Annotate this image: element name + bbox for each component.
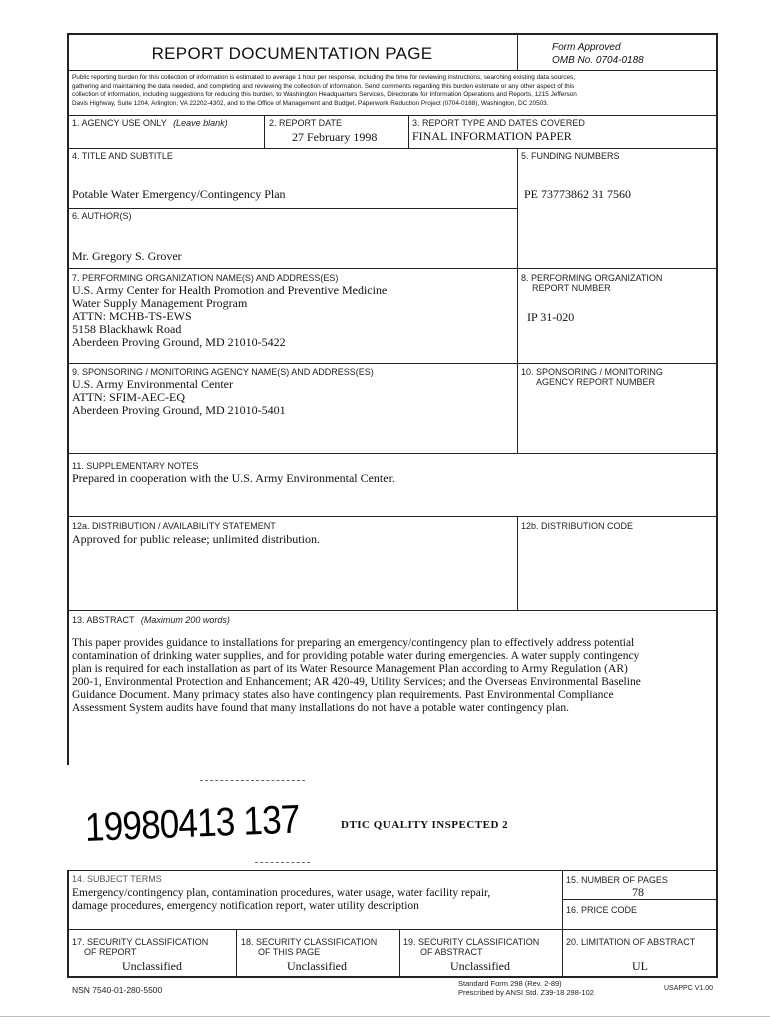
limitation-of-abstract-value: UL <box>632 959 648 973</box>
performing-org-label: 7. PERFORMING ORGANIZATION NAME(S) AND ADDRESS(ES) <box>72 273 339 283</box>
report-classification-label-2: OF REPORT <box>84 947 137 957</box>
performing-report-value: IP 31-020 <box>527 310 575 324</box>
authors-value: Mr. Gregory S. Grover <box>72 249 182 263</box>
performing-report-label-2: REPORT NUMBER <box>532 283 611 293</box>
address-line: Aberdeen Proving Ground, MD 21010-5401 <box>72 403 286 417</box>
funding-numbers-value: PE 73773862 31 7560 <box>524 187 632 201</box>
address-line: 5158 Blackhawk Road <box>72 322 182 336</box>
page-classification-label-1: 18. SECURITY CLASSIFICATION <box>241 937 378 947</box>
title-subtitle-label: 4. TITLE AND SUBTITLE <box>72 151 173 161</box>
number-of-pages-value: 78 <box>632 885 644 899</box>
report-classification-value: Unclassified <box>122 959 182 973</box>
price-code-label: 16. PRICE CODE <box>566 905 638 915</box>
title-subtitle-value: Potable Water Emergency/Contingency Plan <box>72 187 286 201</box>
abstract-classification-label <box>403 937 539 957</box>
page-classification-value: Unclassified <box>287 959 347 973</box>
abstract-classification-label-2: OF ABSTRACT <box>420 947 483 957</box>
notice-line: Davis Highway, Suite 1204, Arlington, VA 22202-4302, and to the Office of Management and Budget, Paperwork Reduction Project (0704-0188), Washington, DC 20503. <box>72 99 549 107</box>
agency-use-label-text: 1. AGENCY USE ONLY <box>72 118 167 128</box>
abstract-line: This paper provides guidance to installations for preparing an emergency/contingency plan to effectively address potential <box>72 637 635 649</box>
report-type-value: FINAL INFORMATION PAPER <box>412 129 572 143</box>
distribution-statement-value: Approved for public release; unlimited distribution. <box>72 532 320 546</box>
address-line: ATTN: SFIM-AEC-EQ <box>72 390 185 404</box>
supplementary-notes-label: 11. SUPPLEMENTARY NOTES <box>72 461 199 471</box>
stamp-dash-line <box>200 780 305 781</box>
abstract-label-text: 13. ABSTRACT <box>72 615 135 625</box>
notice-line: Public reporting burden for this collection of information is estimated to average 1 hour per response, including the time for reviewing instructions, searching existing data sources, <box>72 74 575 81</box>
funding-numbers-label: 5. FUNDING NUMBERS <box>521 151 620 161</box>
supplementary-notes-value: Prepared in cooperation with the U.S. Army Environmental Center. <box>72 471 395 485</box>
performing-report-label <box>521 273 662 293</box>
accession-number-stamp: 19980413 137 <box>84 797 301 850</box>
report-classification-label-1: 17. SECURITY CLASSIFICATION <box>72 937 209 947</box>
subject-terms-value <box>72 887 490 913</box>
prescribed-by-label: Prescribed by ANSI Std. Z39-18 298-102 <box>458 988 594 997</box>
agency-use-hint: (Leave blank) <box>173 118 228 128</box>
sponsoring-agency-label: 9. SPONSORING / MONITORING AGENCY NAME(S) AND ADDRESS(ES) <box>72 367 374 377</box>
sponsoring-report-label-2: AGENCY REPORT NUMBER <box>536 377 656 387</box>
scan-edge-line <box>0 1016 770 1017</box>
nsn-number: NSN 7540-01-280-5500 <box>72 985 163 995</box>
authors-label: 6. AUTHOR(S) <box>72 211 132 221</box>
address-line: U.S. Army Environmental Center <box>72 377 233 391</box>
report-classification-label <box>72 937 208 957</box>
page-classification-label <box>241 937 377 957</box>
dtic-quality-stamp: DTIC QUALITY INSPECTED 2 <box>341 819 509 831</box>
address-line: Water Supply Management Program <box>72 296 248 310</box>
form-approved-label: Form Approved <box>552 42 621 53</box>
number-of-pages-label: 15. NUMBER OF PAGES <box>566 875 668 885</box>
report-date-value: 27 February 1998 <box>292 130 378 144</box>
standard-form-label: Standard Form 298 (Rev. 2-89) <box>458 979 562 988</box>
notice-line: gathering and maintaining the data needed, and completing and reviewing the collection of information. Send comments regarding this burden estimate or any other aspect of this <box>72 82 575 90</box>
address-line: Aberdeen Proving Ground, MD 21010-5422 <box>72 335 286 349</box>
performing-org-address <box>72 284 387 349</box>
agency-use-label <box>72 118 228 128</box>
abstract-line: 200-1, Environmental Protection and Enhancement; AR 420-49, Utility Services; and the Overseas Environmental Baseline <box>72 676 641 688</box>
public-burden-notice <box>72 74 712 108</box>
usappc-label: USAPPC V1.00 <box>664 985 714 992</box>
performing-report-label-1: 8. PERFORMING ORGANIZATION <box>521 273 663 283</box>
sponsoring-report-label <box>521 367 663 387</box>
sponsoring-report-label-1: 10. SPONSORING / MONITORING <box>521 367 663 377</box>
subject-line: Emergency/contingency plan, contamination procedures, water usage, water facility repair, <box>72 887 491 899</box>
omb-number: OMB No. 0704-0188 <box>552 55 644 66</box>
subject-terms-label: 14. SUBJECT TERMS <box>72 874 162 884</box>
distribution-statement-label: 12a. DISTRIBUTION / AVAILABILITY STATEMENT <box>72 521 276 531</box>
address-line: ATTN: MCHB-TS-EWS <box>72 309 192 323</box>
abstract-hint: (Maximum 200 words) <box>140 615 230 625</box>
sponsoring-agency-address <box>72 378 286 417</box>
distribution-code-label: 12b. DISTRIBUTION CODE <box>521 521 634 531</box>
abstract-classification-value: Unclassified <box>450 959 510 973</box>
abstract-line: contamination of drinking water supplies, and for providing potable water during emergencies. A water supply contingency <box>72 650 640 662</box>
subject-line: damage procedures, emergency notification report, water utility description <box>72 900 419 912</box>
report-type-label: 3. REPORT TYPE AND DATES COVERED <box>412 118 585 128</box>
abstract-body <box>72 637 712 715</box>
page-title: REPORT DOCUMENTATION PAGE <box>151 44 433 63</box>
abstract-label <box>72 615 230 625</box>
abstract-line: plan is required for each installation as part of its Water Resource Management Plan according to Army Regulation (AR) <box>72 663 628 675</box>
limitation-of-abstract-label: 20. LIMITATION OF ABSTRACT <box>566 937 696 947</box>
abstract-line: Guidance Document. Many primacy states also have contingency plan requirements. Past Environmental Compliance <box>72 689 614 701</box>
abstract-classification-label-1: 19. SECURITY CLASSIFICATION <box>403 937 540 947</box>
stamp-dash-line <box>255 862 310 863</box>
address-line: U.S. Army Center for Health Promotion and Preventive Medicine <box>72 283 388 297</box>
report-date-label: 2. REPORT DATE <box>269 118 343 128</box>
abstract-line: Assessment System audits have found that many installations do not have a potable water contingency plan. <box>72 702 569 714</box>
page-classification-label-2: OF THIS PAGE <box>258 947 321 957</box>
notice-line: collection of information, including suggestions for reducing this burden, to Washington Headquarters Services, Directorate for Information Operations and Reports, 1215 Jefferson <box>72 91 577 98</box>
